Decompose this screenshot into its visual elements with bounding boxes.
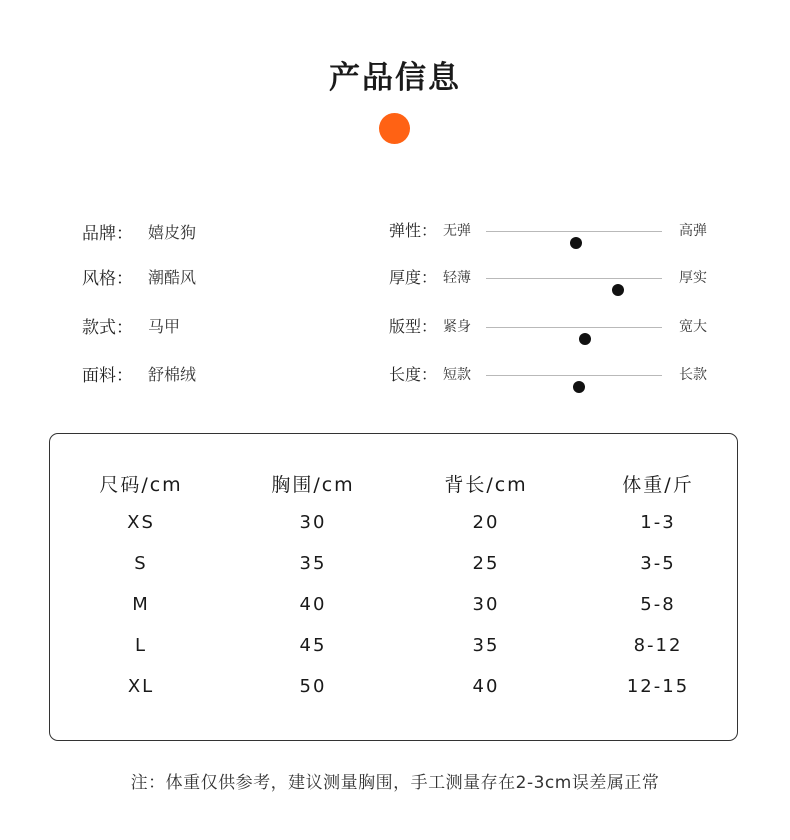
info-type bbox=[82, 313, 180, 337]
table-cell: 35 bbox=[472, 635, 500, 656]
scale-fit-max: 宽大 bbox=[679, 319, 707, 335]
scale-thickness bbox=[389, 266, 729, 290]
scale-elasticity bbox=[389, 219, 729, 243]
table-cell: 8-12 bbox=[633, 635, 683, 656]
scale-elasticity-track bbox=[486, 231, 662, 232]
header-back-length: 背长/cm bbox=[444, 474, 528, 496]
scale-elasticity-min: 无弹 bbox=[443, 223, 471, 239]
scale-fit-label: 版型： bbox=[389, 317, 438, 336]
table-cell: 5-8 bbox=[640, 594, 676, 615]
table-cell: 12-15 bbox=[626, 676, 690, 697]
scale-fit bbox=[389, 315, 729, 339]
table-cell: 35 bbox=[299, 553, 327, 574]
scale-length-knob bbox=[573, 381, 585, 393]
scale-elasticity-label: 弹性： bbox=[389, 221, 438, 240]
table-cell: 30 bbox=[299, 512, 327, 533]
info-brand-value: 嬉皮狗 bbox=[148, 222, 197, 242]
table-cell: 30 bbox=[472, 594, 500, 615]
table-cell: 25 bbox=[472, 553, 500, 574]
info-style bbox=[82, 264, 196, 288]
page-title: 产品信息 bbox=[329, 60, 461, 96]
scale-length-track bbox=[486, 375, 662, 376]
scale-thickness-label: 厚度： bbox=[389, 268, 438, 287]
table-cell: 40 bbox=[299, 594, 327, 615]
info-fabric bbox=[82, 361, 196, 385]
info-type-value: 马甲 bbox=[148, 316, 181, 336]
accent-dot bbox=[379, 113, 410, 144]
table-cell: 3-5 bbox=[640, 553, 676, 574]
info-brand bbox=[82, 219, 196, 243]
table-cell: M bbox=[132, 594, 150, 615]
table-cell: S bbox=[134, 553, 148, 574]
table-cell: 50 bbox=[299, 676, 327, 697]
info-type-label: 款式： bbox=[82, 317, 133, 338]
info-style-value: 潮酷风 bbox=[148, 267, 197, 287]
table-cell: 1-3 bbox=[640, 512, 676, 533]
scale-length bbox=[389, 363, 729, 387]
table-cell: XS bbox=[127, 512, 155, 533]
table-cell: 40 bbox=[472, 676, 500, 697]
scale-thickness-track bbox=[486, 278, 662, 279]
info-fabric-value: 舒棉绒 bbox=[148, 364, 197, 384]
table-cell: XL bbox=[127, 676, 155, 697]
info-fabric-label: 面料： bbox=[82, 365, 133, 386]
info-brand-label: 品牌： bbox=[82, 223, 133, 244]
info-style-label: 风格： bbox=[82, 268, 133, 289]
scale-elasticity-knob bbox=[570, 237, 582, 249]
scale-thickness-min: 轻薄 bbox=[443, 270, 471, 286]
size-table bbox=[49, 433, 738, 741]
scale-elasticity-max: 高弹 bbox=[679, 223, 707, 239]
scale-length-max: 长款 bbox=[679, 367, 707, 383]
scale-fit-knob bbox=[579, 333, 591, 345]
header-weight: 体重/斤 bbox=[622, 474, 694, 496]
header-size: 尺码/cm bbox=[99, 474, 183, 496]
scale-length-label: 长度： bbox=[389, 365, 438, 384]
measurement-note: 注：体重仅供参考，建议测量胸围，手工测量存在2-3cm误差属正常 bbox=[130, 773, 660, 793]
table-cell: L bbox=[134, 635, 148, 656]
scale-thickness-knob bbox=[612, 284, 624, 296]
scale-fit-min: 紧身 bbox=[443, 319, 471, 335]
scale-fit-track bbox=[486, 327, 662, 328]
scale-thickness-max: 厚实 bbox=[679, 270, 707, 286]
table-cell: 45 bbox=[299, 635, 327, 656]
scale-length-min: 短款 bbox=[443, 367, 471, 383]
table-cell: 20 bbox=[472, 512, 500, 533]
header-chest: 胸围/cm bbox=[271, 474, 355, 496]
